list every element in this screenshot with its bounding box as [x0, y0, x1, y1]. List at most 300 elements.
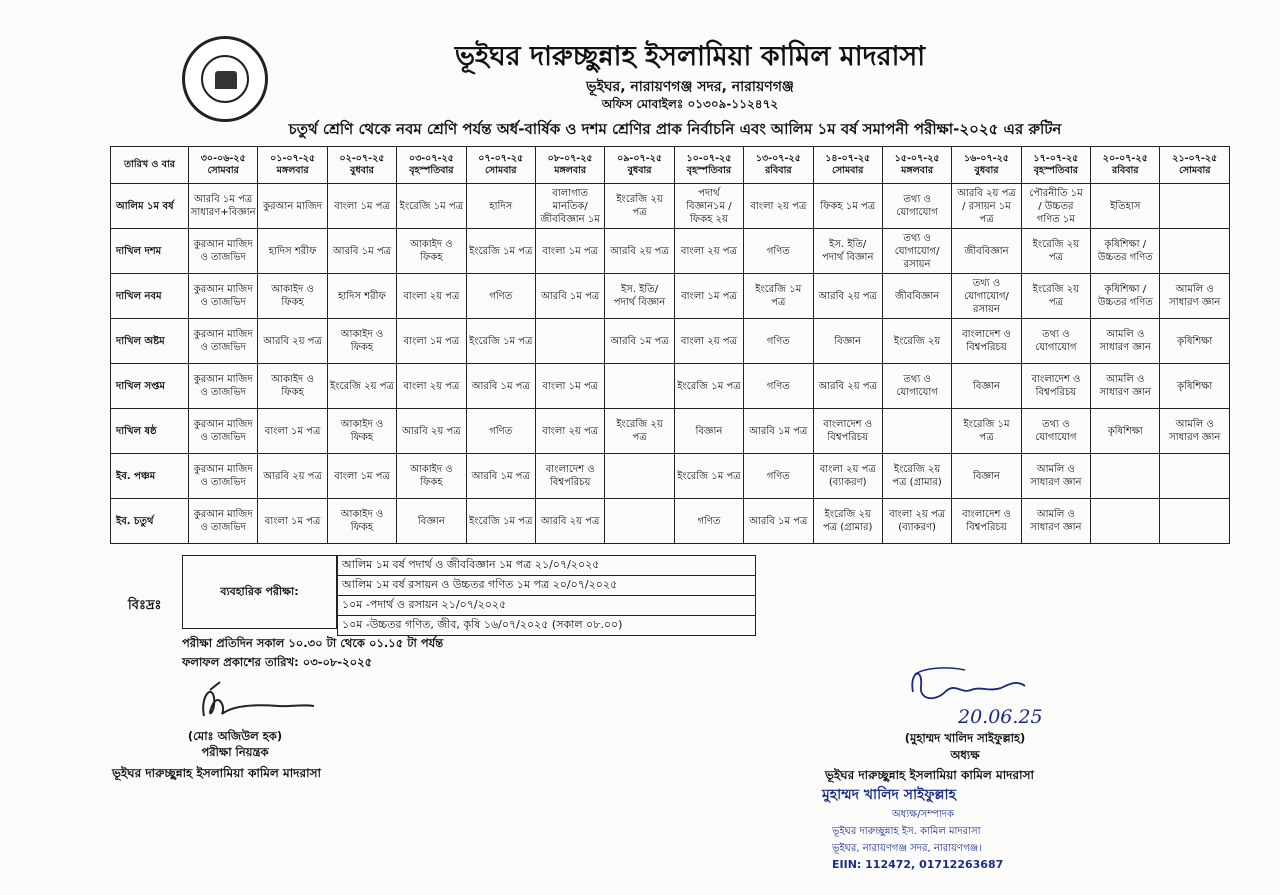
subject-line: বাংলাদেশ ও [1031, 374, 1081, 385]
subject-line: আকাইদ ও [410, 464, 453, 475]
subject-line: বালাগাত [552, 187, 589, 199]
subject-line: ও তাজভিদ [200, 387, 246, 398]
subject-line: সাধারণ জ্ঞান [1030, 522, 1082, 533]
subject-line: ইংরেজি ২য় [1032, 284, 1080, 295]
subject-cell [813, 364, 882, 409]
subject-cell [189, 184, 258, 229]
subject-line: আকাইদ ও [340, 509, 384, 520]
exam-timing: পরীক্ষা প্রতিদিন সকাল ১০.৩০ টা থেকে ০১.১৫ টা পর্যন্ত [182, 636, 444, 650]
subject-cell [327, 409, 396, 454]
subject-cell [952, 364, 1021, 409]
subject-line: বাংলা ১ম পত্র [264, 425, 321, 437]
subject-line: যোগাযোগ [896, 387, 938, 398]
subject-line: গণিত [489, 425, 513, 437]
practical-label: ব্যবহারিক পরীক্ষা: [182, 555, 337, 629]
subject-line: বাংলা ২য় পত্র [819, 464, 876, 475]
table-row [111, 229, 1230, 274]
subject-line: গণিত [766, 335, 790, 347]
subject-line: আরবি ২য় পত্র [540, 515, 600, 527]
column-day: বুধবার [627, 165, 652, 176]
class-label: ইব. চতুর্থ [111, 499, 189, 544]
subject-line: জীববিজ্ঞান [894, 290, 940, 302]
principal-signature-block [860, 730, 1070, 763]
subject-line: গণিত [766, 245, 790, 257]
subject-cell [189, 364, 258, 409]
column-day: বৃহস্পতিবার [409, 165, 454, 176]
subject-cell [327, 274, 396, 319]
practical-exam-list [337, 555, 756, 636]
subject-line: পদার্থ [698, 187, 720, 199]
subject-line: আরবি ২য় পত্র [263, 470, 322, 482]
subject-cell [605, 454, 674, 499]
subject-line: গণিত [697, 515, 721, 527]
subject-line: কৃষিশিক্ষা [1177, 335, 1213, 347]
column-date: ১৪-০৭-২৫ [825, 152, 871, 164]
subject-line: ইংরেজি ১ম পত্র [469, 245, 533, 257]
subject-line: যোগাযোগ [1035, 342, 1077, 353]
subject-cell [466, 409, 535, 454]
subject-line: ইংরেজি ২য় [824, 509, 871, 520]
subject-cell [258, 184, 327, 229]
date-column-header [882, 147, 951, 184]
subject-line: কুরআন মাজিদ [193, 509, 253, 520]
subject-line: ইংরেজি ১ম [963, 419, 1010, 430]
column-date: ১৩-০৭-২৫ [755, 152, 801, 164]
subject-cell [466, 184, 535, 229]
subject-line: আরবি ২য় পত্র [957, 187, 1016, 199]
subject-cell [952, 454, 1021, 499]
column-day: মঙ্গলবার [901, 165, 934, 176]
controller-signature-block [175, 728, 295, 760]
date-column-header [535, 147, 604, 184]
subject-line: ফিকহ [350, 432, 374, 443]
subject-cell [258, 364, 327, 409]
subject-line: গণিত ১ম [1036, 213, 1075, 225]
practical-item: ১০ম -উচ্চতর গণিত, জীব, কৃষি ১৬/০৭/২০২৫ (সকাল ০৮.০০) [338, 616, 756, 636]
madrasa-logo [182, 36, 268, 122]
subject-cell [813, 319, 882, 364]
subject-line: আকাইদ ও [410, 239, 453, 250]
subject-cell [535, 184, 604, 229]
subject-line: ফিকহ [281, 387, 304, 398]
subject-cell [189, 499, 258, 544]
subject-line: ইংরেজি ২য় [893, 335, 941, 347]
subject-cell [189, 319, 258, 364]
subject-cell [535, 274, 604, 319]
subject-line: সাধারণ জ্ঞান [1099, 342, 1151, 353]
subject-line: কুরআন মাজিদ [193, 419, 253, 430]
subject-line: আমলি ও [1106, 329, 1145, 340]
subject-line: পত্র (গ্রামার) [822, 522, 873, 533]
subject-cell [466, 274, 535, 319]
subject-cell [1091, 184, 1160, 229]
subject-cell [327, 229, 396, 274]
subject-line: ও তাজভিদ [200, 252, 246, 263]
subject-cell [882, 454, 951, 499]
subject-cell [397, 229, 466, 274]
subject-line: তথ্য ও [1042, 419, 1070, 430]
subject-cell [189, 229, 258, 274]
subject-cell [882, 229, 951, 274]
subject-cell [397, 319, 466, 364]
subject-line: কৃষিশিক্ষা / [1104, 239, 1147, 250]
subject-cell [327, 454, 396, 499]
routine-subtitle: চতুর্থ শ্রেণি থেকে নবম শ্রেণি পর্যন্ত অর্ধ-বার্ষিক ও দশম শ্রেণির প্রাক নির্বাচনি এবং আলিম ১ম বর্ষ সমাপনী পরীক্ষা-২০২৫ এর রুটিন [288, 120, 1062, 138]
list-item [338, 576, 756, 596]
subject-line: আমলি ও [1036, 464, 1075, 475]
subject-cell [535, 229, 604, 274]
subject-cell [605, 364, 674, 409]
subject-line: পত্র [771, 297, 786, 308]
subject-line: বাংলা ২য় পত্র [750, 200, 807, 212]
subject-line: আরবি ২য় পত্র [818, 380, 877, 392]
subject-line: আরবি ২য় পত্র [610, 245, 669, 257]
subject-line: উচ্চতর গণিত [1097, 297, 1153, 308]
class-label: আলিম ১ম বর্ষ [111, 184, 189, 229]
subject-line: বাংলা ১ম পত্র [334, 470, 390, 482]
subject-line: ও তাজভিদ [200, 297, 246, 308]
subject-line: আরবি ১ম পত্র [471, 470, 530, 482]
principal-role: অধ্যক্ষ [950, 747, 980, 762]
subject-cell [327, 319, 396, 364]
subject-cell [813, 229, 882, 274]
date-column-header [1021, 147, 1090, 184]
subject-line: যোগাযোগ [896, 207, 938, 218]
date-column-header [327, 147, 396, 184]
subject-line: বিজ্ঞান১ম / [686, 200, 732, 212]
principal-name: (মুহাম্মদ খালিদ সাইফুল্লাহ) [904, 731, 1026, 745]
subject-line: সাধারণ জ্ঞান [1099, 387, 1151, 398]
list-item [338, 556, 756, 576]
date-column-header [674, 147, 743, 184]
subject-line: ইংরেজি ১ম পত্র [469, 515, 533, 527]
subject-line: সাধারণ জ্ঞান [1169, 432, 1221, 443]
subject-cell [258, 229, 327, 274]
subject-cell [605, 409, 674, 454]
subject-cell [605, 499, 674, 544]
table-row [111, 409, 1230, 454]
subject-line: তথ্য ও [903, 232, 931, 244]
controller-name: (মোঃ অজিউল হক) [187, 729, 283, 743]
subject-line: পত্র [1048, 297, 1063, 308]
column-day: সোমবার [207, 165, 239, 176]
subject-line: আরবি ১ম পত্র [194, 194, 253, 205]
subject-line: কুরআন মাজিদ [193, 329, 253, 340]
subject-line: পত্র [632, 432, 647, 443]
subject-line: ইংরেজি ১ম পত্র [469, 335, 533, 347]
date-column-header [1160, 147, 1230, 184]
subject-line: আরবি ১ম পত্র [610, 335, 669, 347]
result-date: ফলাফল প্রকাশের তারিখ: ০৩-০৮-২০২৫ [182, 655, 373, 669]
subject-line: যোগাযোগ/ [964, 290, 1009, 302]
subject-cell [466, 229, 535, 274]
class-label: দাখিল অষ্টম [111, 319, 189, 364]
practical-item: আলিম ১ম বর্ষ পদার্থ ও জীববিজ্ঞান ১ম পত্র ২১/০৭/২০২৫ [338, 556, 756, 576]
subject-line: পদার্থ বিজ্ঞান [821, 252, 874, 263]
subject-line: সাধারণ জ্ঞান [1169, 297, 1221, 308]
subject-line: ও তাজভিদ [200, 477, 246, 488]
subject-line: সাধারণ জ্ঞান [1030, 477, 1082, 488]
subject-cell [1160, 184, 1230, 229]
subject-line: পত্র [979, 432, 994, 443]
subject-line: ইংরেজি ২য় [1032, 239, 1080, 250]
subject-cell [258, 319, 327, 364]
subject-line: ফিকহ ২য় [689, 213, 728, 225]
subject-line: বাংলা ১ম পত্র [403, 335, 460, 347]
corner-header: তারিখ ও বার [111, 147, 189, 184]
column-day: বুধবার [974, 165, 999, 176]
date-column-header [189, 147, 258, 184]
subject-cell [882, 319, 951, 364]
subject-cell [605, 274, 674, 319]
subject-line: ইংরেজি ১ম [755, 284, 802, 295]
subject-line: ফিকহ [420, 477, 443, 488]
subject-line: সাধারণ+বিজ্ঞান [190, 207, 256, 218]
subject-line: বিজ্ঞান [973, 380, 1000, 392]
subject-line: জীববিজ্ঞান [964, 245, 1009, 257]
subject-cell [813, 499, 882, 544]
column-date: ০২-০৭-২৫ [339, 152, 385, 164]
subject-cell [466, 454, 535, 499]
subject-line: ও তাজভিদ [200, 432, 246, 443]
subject-cell [744, 229, 813, 274]
address: ভূইঘর, নারায়ণগঞ্জ সদর, নারায়ণগঞ্জ [586, 79, 794, 95]
subject-line: বিশ্বপরিচয় [827, 432, 868, 443]
subject-line: বাংলা ২য় পত্র [680, 335, 737, 347]
subject-line: বাংলাদেশ ও [962, 329, 1011, 340]
subject-cell [397, 184, 466, 229]
subject-line: আরবি ১ম পত্র [541, 290, 600, 302]
subject-line: হাদিস [489, 200, 513, 212]
subject-line: আমলি ও [1175, 419, 1214, 430]
subject-line: ইংরেজি ১ম পত্র [677, 470, 741, 482]
subject-line: গণিত [766, 380, 790, 392]
principal-org: ভূইঘর দারুচ্ছুন্নাহ ইসলামিয়া কামিল মাদরাসা [825, 768, 1034, 782]
subject-cell [882, 409, 951, 454]
subject-cell [605, 184, 674, 229]
subject-line: বিশ্বপরিচয় [549, 477, 591, 488]
column-day: সোমবার [1179, 165, 1211, 176]
subject-line: বাংলা ২য় পত্র [403, 380, 460, 392]
subject-cell [813, 274, 882, 319]
controller-signature [192, 676, 322, 728]
subject-cell [1021, 274, 1090, 319]
column-day: সোমবার [485, 165, 517, 176]
subject-line: ইংরেজি ২য় [616, 194, 663, 205]
principal-stamp [822, 783, 1062, 871]
stamp-line2: ভূইঘর, নারায়ণগঞ্জ সদর, নারায়ণগঞ্জ। [832, 843, 982, 854]
subject-cell [674, 409, 743, 454]
subject-line: বাংলা ২য় পত্র [542, 425, 599, 437]
subject-cell [813, 409, 882, 454]
subject-line: বাংলা ১ম পত্র [681, 290, 737, 302]
subject-line: জীববিজ্ঞান ১ম [540, 213, 600, 225]
subject-cell [1091, 229, 1160, 274]
principal-signature [905, 662, 1055, 712]
subject-line: / রসায়ন ১ম [962, 200, 1011, 212]
subject-line: ফিকহ [281, 297, 304, 308]
table-header-row [111, 147, 1230, 184]
subject-cell [813, 454, 882, 499]
subject-line: পৌরনীতি ১ম [1029, 187, 1083, 199]
subject-cell [744, 184, 813, 229]
subject-line: আমলি ও [1106, 374, 1145, 385]
table-row [111, 274, 1230, 319]
date-column-header [258, 147, 327, 184]
practical-item: ১০ম -পদার্থ ও রসায়ন ২১/০৭/২০২৫ [338, 596, 756, 616]
subject-cell [882, 499, 951, 544]
column-day: বৃহস্পতিবার [1033, 165, 1079, 176]
column-day: সোমবার [831, 165, 864, 176]
subject-cell [744, 364, 813, 409]
column-day: মঙ্গলবার [554, 165, 587, 176]
note-label: বিঃদ্রঃ [128, 598, 162, 613]
subject-line: পত্র [979, 213, 994, 225]
subject-line: ইংরেজি ১ম পত্র [677, 380, 741, 392]
subject-cell [1160, 499, 1230, 544]
subject-line: যোগাযোগ/ [894, 245, 940, 257]
subject-line: কৃষিশিক্ষা [1177, 380, 1213, 392]
subject-cell [744, 274, 813, 319]
controller-org: ভূইঘর দারুচ্ছুন্নাহ ইসলামিয়া কামিল মাদরাসা [112, 766, 321, 780]
subject-line: যোগাযোগ [1035, 432, 1077, 443]
subject-line: পত্র (গ্রামার) [892, 477, 942, 488]
subject-cell [535, 409, 604, 454]
subject-cell [1021, 319, 1090, 364]
subject-line: তথ্য ও [972, 277, 1001, 289]
subject-line: আকাইদ ও [271, 374, 314, 385]
subject-cell [1021, 409, 1090, 454]
subject-cell [397, 454, 466, 499]
subject-cell [466, 364, 535, 409]
column-day: রবিবার [1112, 165, 1139, 176]
column-date: ০৯-০৭-২৫ [617, 152, 662, 164]
subject-cell [466, 319, 535, 364]
subject-line: পদার্থ বিজ্ঞান [613, 297, 666, 308]
subject-line: হাদিস শরীফ [338, 290, 386, 302]
subject-cell [744, 409, 813, 454]
subject-cell [189, 409, 258, 454]
subject-cell [397, 364, 466, 409]
subject-cell [189, 274, 258, 319]
subject-line: গণিত [489, 290, 513, 302]
subject-cell [258, 454, 327, 499]
subject-line: হাদিস শরীফ [268, 245, 317, 257]
subject-line: বাংলাদেশ ও [823, 419, 873, 430]
exam-routine-table [110, 146, 1230, 544]
subject-line: আকাইদ ও [271, 284, 314, 295]
subject-cell [189, 454, 258, 499]
subject-line: কুরআন মাজিদ [263, 200, 322, 212]
subject-cell [605, 319, 674, 364]
table-row [111, 499, 1230, 544]
subject-line: ও তাজভিদ [200, 522, 246, 533]
class-label: দাখিল দশম [111, 229, 189, 274]
class-label: দাখিল নবম [111, 274, 189, 319]
subject-line: কুরআন মাজিদ [193, 464, 253, 475]
subject-cell [605, 229, 674, 274]
date-column-header [605, 147, 674, 184]
subject-line: বাংলা ২য় পত্র [680, 245, 737, 257]
subject-line: বাংলা ১ম পত্র [542, 380, 598, 392]
class-label: দাখিল সপ্তম [111, 364, 189, 409]
subject-line: আরবি ১ম পত্র [749, 425, 808, 437]
subject-cell [1021, 454, 1090, 499]
subject-line: বিশ্বপরিচয় [1035, 387, 1077, 398]
subject-cell [1091, 274, 1160, 319]
stamp-eiin: EIIN: 112472, 01712263687 [832, 858, 1004, 871]
subject-line: ও তাজভিদ [200, 342, 246, 353]
controller-role: পরীক্ষা নিয়ন্ত্রক [201, 745, 269, 760]
subject-line: ইংরেজি ২য় [616, 419, 663, 430]
column-date: ১০-০৭-২৫ [686, 152, 732, 164]
column-day: বুধবার [350, 165, 374, 176]
subject-line: গণিত [766, 470, 790, 482]
subject-cell [1091, 409, 1160, 454]
subject-cell [674, 454, 743, 499]
table-row [111, 319, 1230, 364]
subject-cell [952, 274, 1021, 319]
subject-cell [674, 229, 743, 274]
column-date: ২১-০৭-২৫ [1172, 152, 1218, 164]
stamp-role: অধ্যক্ষ/সম্পাদক [892, 809, 954, 820]
subject-line: বাংলা ১ম পত্র [334, 200, 390, 212]
subject-line: বিজ্ঞান [834, 335, 862, 347]
date-column-header [1091, 147, 1160, 184]
subject-line: মানতিক/ [552, 200, 588, 212]
subject-line: ইস. ইতি/ [620, 284, 659, 295]
subject-cell [882, 184, 951, 229]
subject-line: ইংরেজি ১ম পত্র [399, 200, 464, 212]
date-column-header [466, 147, 535, 184]
list-item [338, 596, 756, 616]
subject-line: ইংরেজি ২য় পত্র [330, 380, 394, 392]
subject-line: বিশ্বপরিচয় [966, 522, 1007, 533]
subject-line: বাংলা ২য় পত্র [403, 290, 460, 302]
table-row [111, 184, 1230, 229]
column-date: ০৩-০৭-২৫ [408, 152, 454, 164]
stamp-line1: ভূইঘর দারুচ্ছুন্নাহ ইস. কামিল মাদরাসা [832, 826, 981, 837]
subject-cell [1091, 364, 1160, 409]
subject-line: তথ্য ও [903, 194, 931, 205]
subject-line: বাংলা ১ম পত্র [264, 515, 321, 527]
class-label: দাখিল ষষ্ঠ [111, 409, 189, 454]
subject-line: তথ্য ও [903, 374, 931, 385]
subject-cell [1091, 319, 1160, 364]
subject-cell [535, 454, 604, 499]
subject-cell [397, 409, 466, 454]
subject-cell [674, 184, 743, 229]
subject-line: কৃষিশিক্ষা / [1104, 284, 1147, 295]
subject-cell [466, 499, 535, 544]
subject-line: উচ্চতর গণিত [1097, 252, 1153, 263]
subject-cell [258, 409, 327, 454]
subject-cell [1160, 274, 1230, 319]
column-date: ১৭-০৭-২৫ [1033, 152, 1079, 164]
subject-line: বাংলা ২য় পত্র [889, 509, 946, 520]
column-date: ৩০-০৬-২৫ [200, 152, 246, 164]
subject-line: ফিকহ ১ম পত্র [820, 200, 876, 212]
subject-cell [327, 499, 396, 544]
subject-cell [744, 454, 813, 499]
subject-line: বিশ্বপরিচয় [966, 342, 1007, 353]
subject-line: / উচ্চতর [1038, 200, 1074, 212]
subject-line: বাংলাদেশ ও [545, 464, 595, 475]
subject-line: ইংরেজি ২য় [893, 464, 941, 475]
table-row [111, 364, 1230, 409]
subject-line: কুরআন মাজিদ [193, 374, 253, 385]
subject-cell [258, 274, 327, 319]
